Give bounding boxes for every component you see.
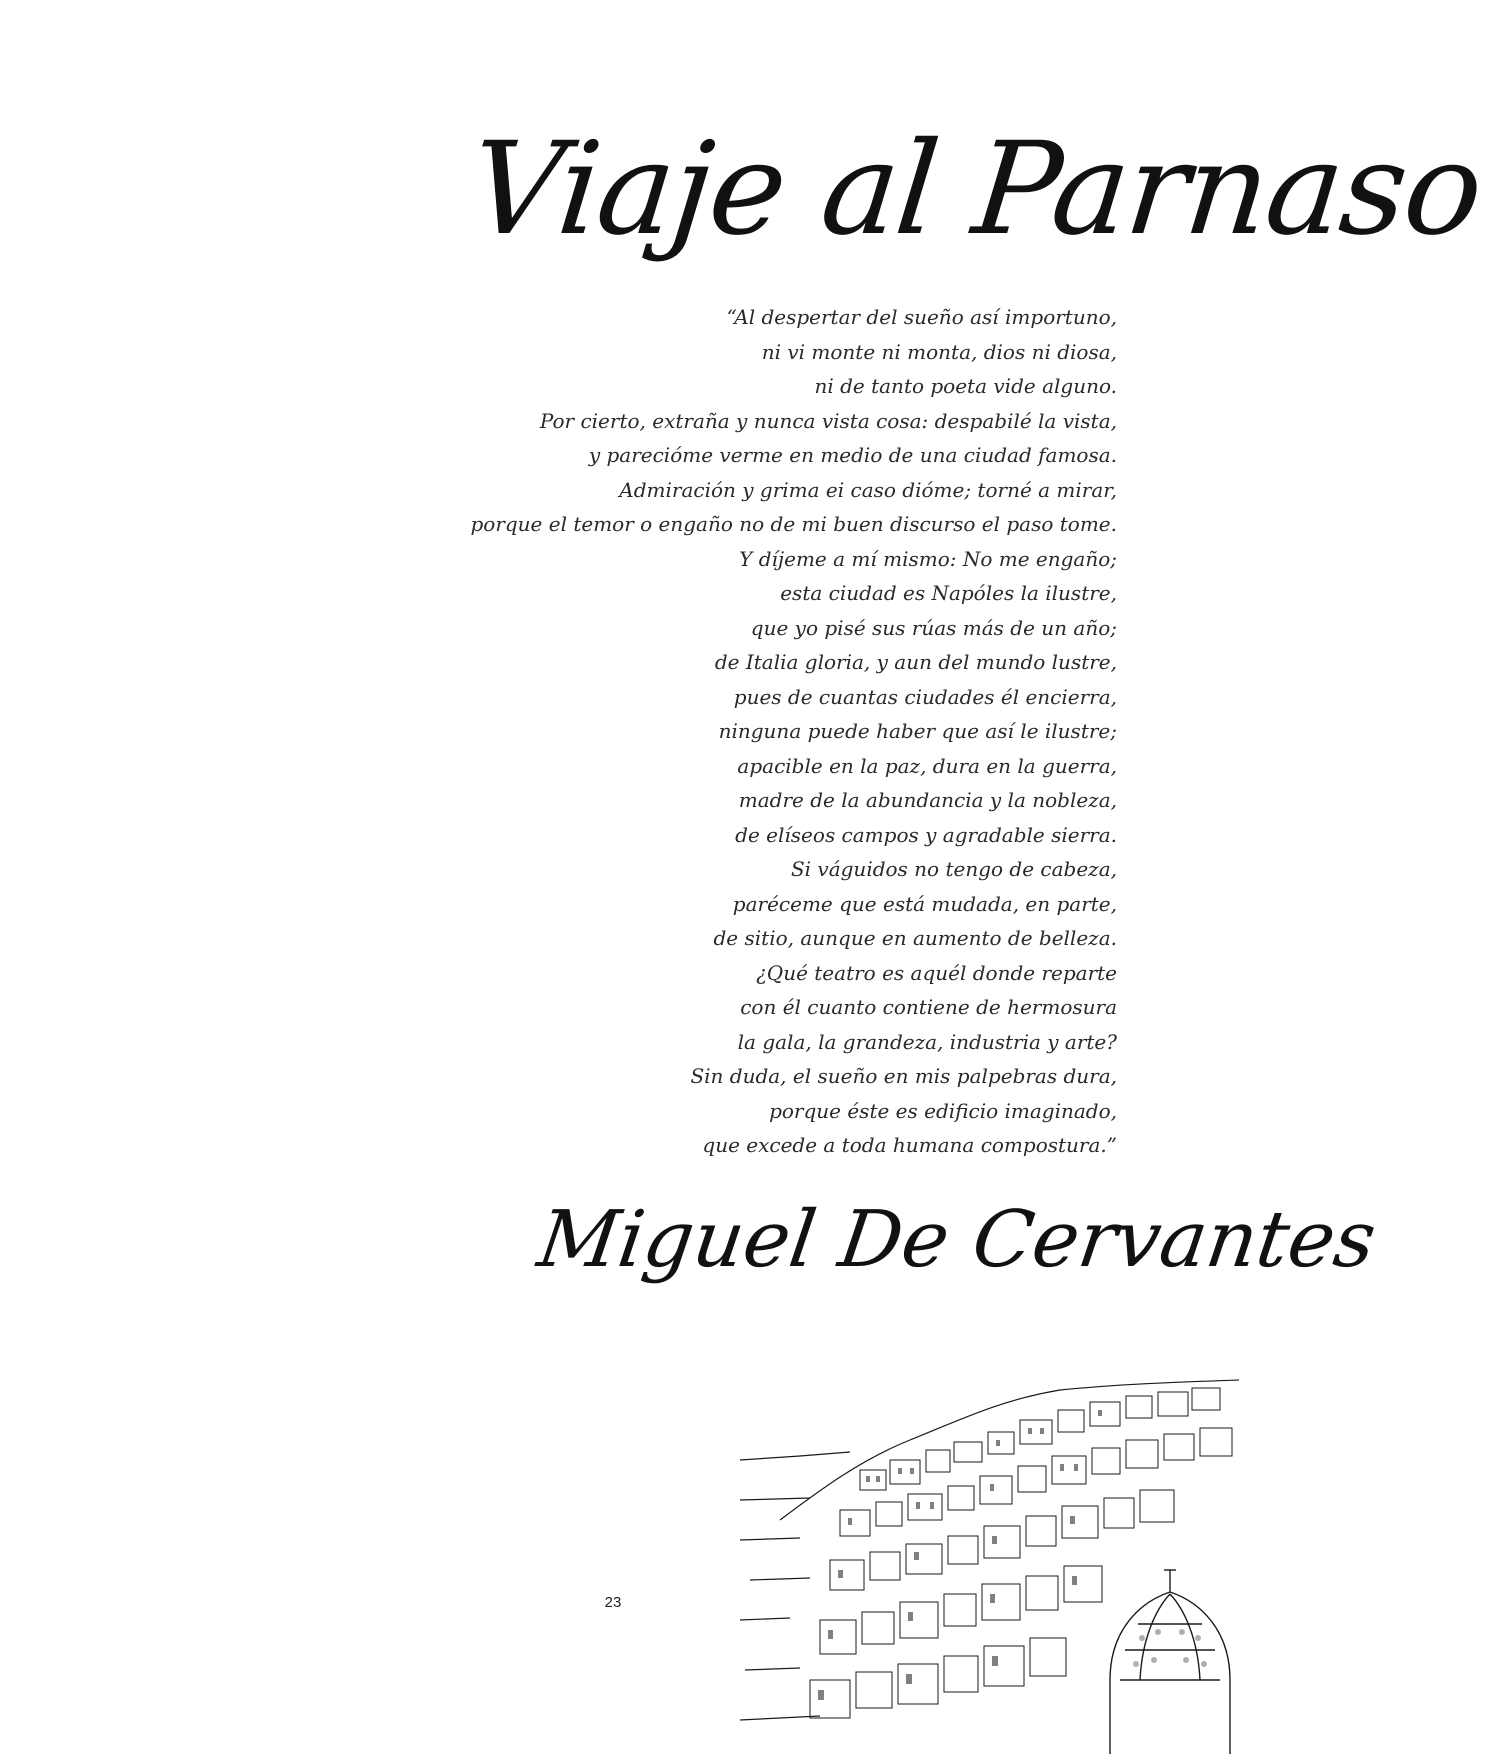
poem-line: con él cuanto contiene de hermosura bbox=[740, 995, 1117, 1019]
page-number: 23 bbox=[604, 1594, 622, 1611]
poem-line: paréceme que está mudada, en parte, bbox=[732, 891, 1117, 916]
poem-line: Admiración y grima ei caso dióme; torné a mirar, bbox=[619, 477, 1117, 502]
poem-line: ni vi monte ni monta, dios ni diosa, bbox=[761, 339, 1117, 364]
poem-line: ninguna puede haber que así le ilustre; bbox=[718, 719, 1117, 743]
poem-line: la gala, la grandeza, industria y arte? bbox=[737, 1029, 1117, 1054]
poem-line: que yo pisé sus rúas más de un año; bbox=[750, 615, 1117, 640]
poem-line: Sin duda, el sueño en mis palpebras dura, bbox=[690, 1064, 1117, 1088]
poem-line: de elíseos campos y agradable sierra. bbox=[735, 822, 1117, 847]
poem-line: Y díjeme a mí mismo: No me engaño; bbox=[739, 546, 1117, 571]
poem-line: esta ciudad es Napóles la ilustre, bbox=[780, 581, 1117, 605]
poem-line: Si váguidos no tengo de cabeza, bbox=[790, 857, 1117, 881]
poem-line: y parecióme verme en medio de una ciudad famosa. bbox=[588, 443, 1117, 467]
poem-line: porque el temor o engaño no de mi buen discurso el paso tome. bbox=[470, 512, 1117, 536]
poem-line: apacible en la paz, dura en la guerra, bbox=[737, 753, 1117, 778]
poem-line: de Italia gloria, y aun del mundo lustre, bbox=[714, 650, 1117, 674]
poem-line: “Al despertar del sueño así importuno, bbox=[726, 305, 1117, 329]
poem-line: Por cierto, extraña y nunca vista cosa: despabilé la vista, bbox=[539, 408, 1117, 433]
page-title: Viaje al Parnaso bbox=[463, 115, 1488, 264]
poem-line: ¿Qué teatro es aquél donde reparte bbox=[756, 960, 1117, 985]
poem-line: pues de cuantas ciudades él encierra, bbox=[733, 684, 1117, 709]
poem-text bbox=[417, 300, 1117, 1163]
poem-line: que excede a toda humana compostura.” bbox=[702, 1133, 1117, 1157]
poem-line: porque éste es edificio imaginado, bbox=[769, 1098, 1117, 1123]
poem-line: madre de la abundancia y la nobleza, bbox=[738, 788, 1117, 812]
coastal-town-sketch-icon bbox=[740, 1380, 1239, 1754]
poem-line: de sitio, aunque en aumento de belleza. bbox=[713, 926, 1117, 950]
poem-line: ni de tanto poeta vide alguno. bbox=[814, 374, 1117, 398]
author-signature: Miguel De Cervantes bbox=[532, 1195, 1382, 1285]
